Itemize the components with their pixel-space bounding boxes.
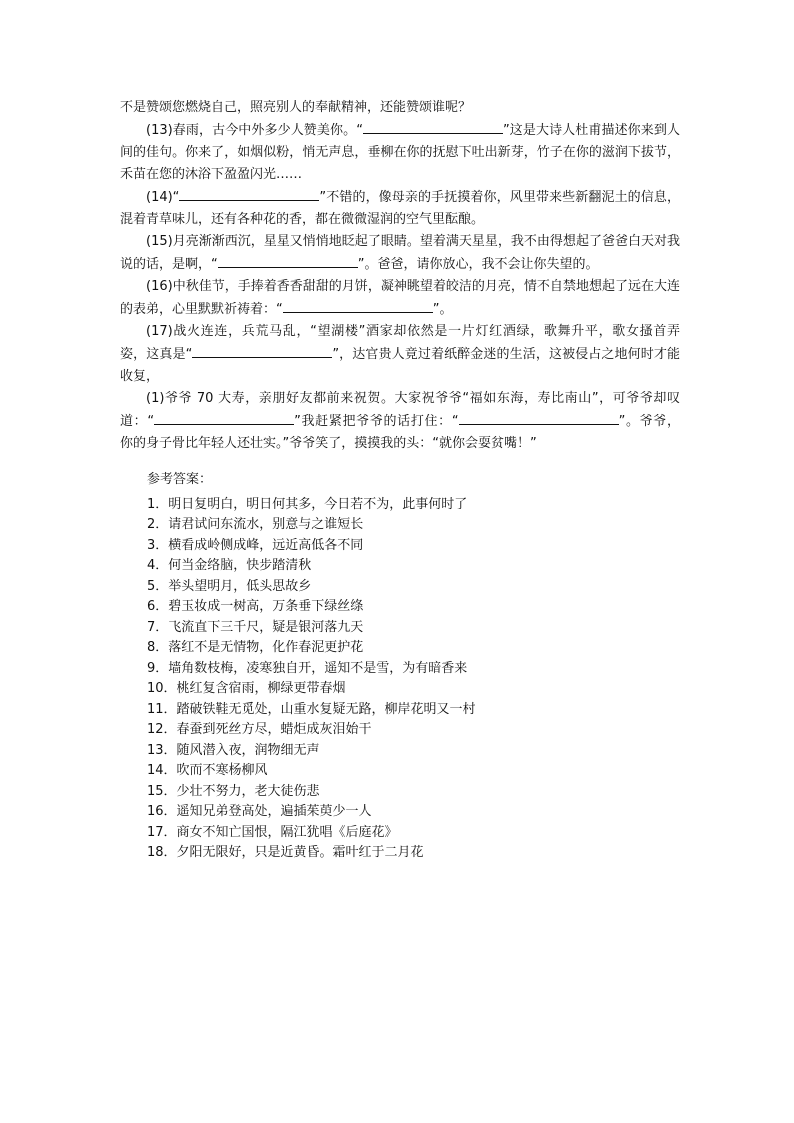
question-text: ”。爸爸，请你放心，我不会让你失望的。	[357, 257, 599, 272]
question-text: ”。爷爷，你的身子骨比年轻人还壮实。”爷爷笑了，摸摸我的头：“就你会耍贫嘴！”	[120, 414, 680, 451]
question-paragraph-q1b	[120, 388, 680, 455]
question-text: (13)春雨，古今中外多少人赞美你。“	[146, 123, 363, 138]
answer-item: 15．少壮不努力，老大徒伤悲	[147, 783, 320, 799]
question-text: (16)中秋佳节，手捧着香香甜甜的月饼，凝神眺望着皎洁的月亮，情不自禁地想起了远在大连的表弟，心里默默祈祷着：“	[120, 279, 680, 317]
answer-item: 17．商女不知亡国恨，隔江犹唱《后庭花》	[147, 824, 398, 840]
question-text: (17)战火连连，兵荒马乱，“望湖楼”酒家却依然是一片灯红酒绿，歌舞升平，歌女搔首弄姿，这真是“	[120, 324, 680, 362]
answer-item: 12．春蚕到死丝方尽，蜡炬成灰泪始干	[147, 722, 372, 737]
answer-item: 1．明日复明白，明日何其多，今日若不为，此事何时了	[147, 496, 468, 512]
question-text: ”不错的，像母亲的手抚摸着你，风里带来些新翻泥土的信息，混着青草味儿，还有各种花的香，都在微微湿润的空气里酝酿。	[120, 190, 680, 227]
answer-item: 10．桃红复含宿雨，柳绿更带春烟	[147, 681, 346, 696]
answer-item: 16．遥知兄弟登高处，遍插茱萸少一人	[147, 804, 372, 819]
answer-item: 18．夕阳无限好，只是近黄昏。霜叶红于二月花	[147, 845, 424, 860]
answer-section	[147, 470, 667, 864]
fill-in-blank[interactable]	[363, 119, 503, 134]
question-paragraph-q17	[120, 321, 680, 388]
question-section	[120, 97, 680, 455]
answers-heading: 参考答案：	[147, 472, 213, 487]
fill-in-blank[interactable]	[179, 186, 319, 201]
question-text: (15)月亮渐渐西沉，星星又悄悄地眨起了眼睛。望着满天星星，我不由得想起了爸爸白天对我说的话，是啊，“	[120, 234, 680, 272]
answer-item: 11．踏破铁鞋无觅处，山重水复疑无路，柳岸花明又一村	[147, 701, 476, 717]
answer-item: 3．横看成岭侧成峰，远近高低各不同	[147, 537, 364, 553]
answer-item: 7．飞流直下三千尺，疑是银河落九天	[147, 619, 364, 635]
question-paragraph-q13	[120, 119, 680, 186]
answer-item: 8．落红不是无情物，化作春泥更护花	[147, 640, 364, 655]
question-paragraph-q14	[120, 186, 680, 231]
question-paragraph-q16	[120, 276, 680, 321]
question-text: (1)爷爷 70 大寿，亲朋好友都前来祝贺。大家祝爷爷“福如东海，寿比南山”，可爷爷却叹道：“	[120, 391, 680, 429]
question-paragraph-q15	[120, 231, 680, 276]
answer-item: 4．何当金络脑，快步踏清秋	[147, 558, 312, 573]
question-text: ”这是大诗人杜甫描述你来到人间的佳句。你来了，如烟似粉，悄无声息，垂柳在你的抚慰下吐出新芽，竹子在你的滋润下拔节，禾苗在您的沐浴下盈盈闪光……	[120, 123, 680, 182]
question-text: ”，达官贵人竟过着纸醉金迷的生活，这被侵占之地何时才能收复，	[120, 347, 680, 384]
answer-list	[147, 495, 667, 864]
question-text: (14)“	[146, 190, 180, 205]
answer-item: 2．请君试问东流水，别意与之谁短长	[147, 517, 364, 532]
fill-in-blank[interactable]	[218, 253, 358, 268]
fill-in-blank[interactable]	[154, 410, 294, 425]
answer-item: 5．举头望明月，低头思故乡	[147, 578, 312, 594]
question-paragraph-p0	[120, 97, 680, 119]
answer-item: 13．随风潜入夜，润物细无声	[147, 742, 320, 758]
question-text: ”我赶紧把爷爷的话打住：“	[294, 414, 459, 429]
fill-in-blank[interactable]	[283, 298, 433, 313]
answer-item: 6．碧玉妆成一树高，万条垂下绿丝绦	[147, 599, 364, 614]
question-text: ”。	[432, 302, 453, 317]
fill-in-blank[interactable]	[459, 410, 619, 425]
answer-item: 14．吹而不寒杨柳风	[147, 763, 268, 778]
fill-in-blank[interactable]	[192, 343, 332, 358]
answer-item: 9．墙角数枝梅，凌寒独自开，遥知不是雪，为有暗香来	[147, 660, 468, 676]
question-text: 不是赞颂您燃烧自己，照亮别人的奉献精神，还能赞颂谁呢？	[120, 100, 472, 115]
